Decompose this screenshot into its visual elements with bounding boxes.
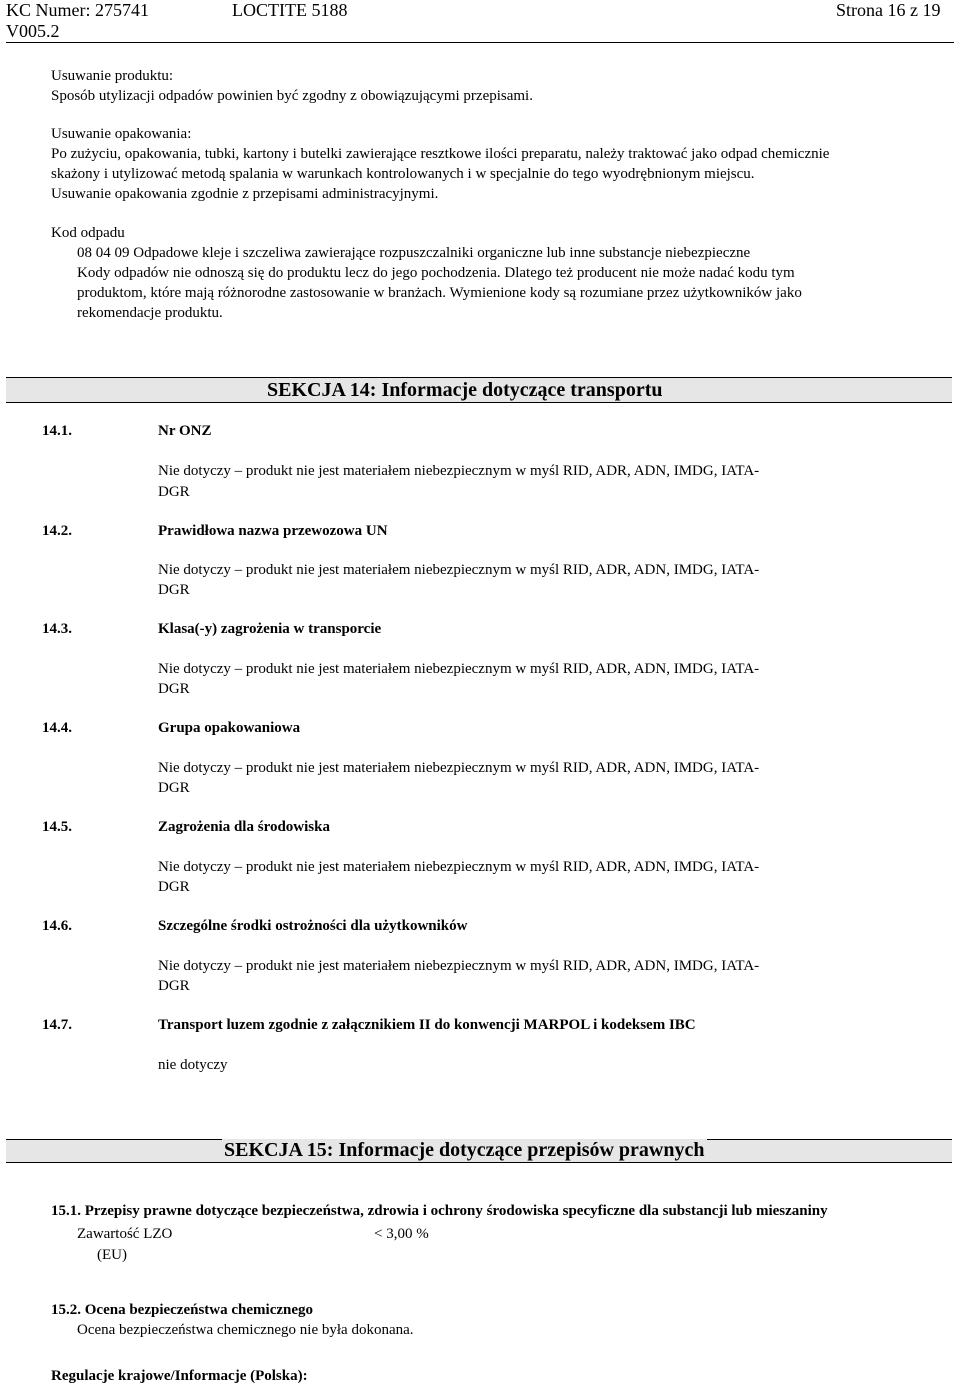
transport-item-number: 14.5. <box>42 819 72 835</box>
header-kc-number: KC Numer: 275741 <box>6 0 149 20</box>
voc-content-value: < 3,00 % <box>374 1226 429 1242</box>
transport-item-label: Nr ONZ <box>158 423 212 439</box>
transport-item-value: Nie dotyczy – produkt nie jest materiałem niebezpiecznym w myśl RID, ADR, ADN, IMDG, IATA- <box>158 661 760 677</box>
transport-item-label: Grupa opakowaniowa <box>158 720 301 736</box>
transport-item-label: Prawidłowa nazwa przewozowa UN <box>158 523 388 539</box>
transport-item-number: 14.2. <box>42 523 72 539</box>
regulations-subheading: 15.1. Przepisy prawne dotyczące bezpieczeństwa, zdrowia i ochrony środowiska specyficzne dla substancji lub mieszaniny <box>51 1203 828 1219</box>
transport-item-value: DGR <box>158 780 190 796</box>
header-version: V005.2 <box>6 21 60 41</box>
transport-item-value: DGR <box>158 978 190 994</box>
header-divider <box>6 42 954 43</box>
packaging-disposal-heading: Usuwanie opakowania: <box>51 126 192 142</box>
voc-content-label-eu: (EU) <box>97 1247 127 1263</box>
transport-item-label: Klasa(-y) zagrożenia w transporcie <box>158 621 382 637</box>
packaging-disposal-line: Usuwanie opakowania zgodnie z przepisami administracyjnymi. <box>51 186 439 202</box>
waste-code-line: Kody odpadów nie odnoszą się do produktu lecz do jego pochodzenia. Dlatego też producent nie może nadać kodu tym <box>77 265 795 281</box>
packaging-disposal-line: Po zużyciu, opakowania, tubki, kartony i butelki zawierające resztkowe ilości preparatu, należy traktować jako odpad chemicznie <box>51 146 830 162</box>
waste-code-line: rekomendacje produktu. <box>77 305 223 321</box>
transport-item-number: 14.6. <box>42 918 72 934</box>
transport-item-value: Nie dotyczy – produkt nie jest materiałem niebezpiecznym w myśl RID, ADR, ADN, IMDG, IATA- <box>158 760 760 776</box>
waste-code-line: 08 04 09 Odpadowe kleje i szczeliwa zawierające rozpuszczalniki organiczne lub inne substancje niebezpieczne <box>77 245 751 261</box>
waste-code-heading: Kod odpadu <box>51 225 125 241</box>
section15-title: SEKCJA 15: Informacje dotyczące przepisów prawnych <box>224 1139 705 1161</box>
transport-item-value: nie dotyczy <box>158 1057 228 1073</box>
product-disposal-heading: Usuwanie produktu: <box>51 68 174 84</box>
transport-item-value: DGR <box>158 484 190 500</box>
transport-item-label: Transport luzem zgodnie z załącznikiem II do konwencji MARPOL i kodeksem IBC <box>158 1017 696 1033</box>
transport-item-number: 14.3. <box>42 621 72 637</box>
transport-item-value: Nie dotyczy – produkt nie jest materiałem niebezpiecznym w myśl RID, ADR, ADN, IMDG, IATA- <box>158 463 760 479</box>
chemical-safety-assessment-heading: 15.2. Ocena bezpieczeństwa chemicznego <box>51 1302 314 1318</box>
transport-item-number: 14.1. <box>42 423 72 439</box>
section14-title: SEKCJA 14: Informacje dotyczące transportu <box>267 379 663 401</box>
national-regulations-heading: Regulacje krajowe/Informacje (Polska): <box>51 1368 308 1384</box>
product-disposal-text: Sposób utylizacji odpadów powinien być zgodny z obowiązującymi przepisami. <box>51 88 533 104</box>
chemical-safety-assessment-text: Ocena bezpieczeństwa chemicznego nie była dokonana. <box>77 1322 414 1338</box>
transport-item-value: DGR <box>158 681 190 697</box>
transport-item-number: 14.7. <box>42 1017 72 1033</box>
waste-code-line: produktom, które mają różnorodne zastosowanie w branżach. Wymienione kody są rozumiane przez użytkowników jako <box>77 285 802 301</box>
transport-item-label: Szczególne środki ostrożności dla użytkowników <box>158 918 468 934</box>
transport-item-value: Nie dotyczy – produkt nie jest materiałem niebezpiecznym w myśl RID, ADR, ADN, IMDG, IATA- <box>158 562 760 578</box>
header-product-name: LOCTITE 5188 <box>232 0 348 20</box>
header-page-number: Strona 16 z 19 <box>836 0 941 20</box>
transport-item-number: 14.4. <box>42 720 72 736</box>
transport-item-value: DGR <box>158 879 190 895</box>
transport-item-value: Nie dotyczy – produkt nie jest materiałem niebezpiecznym w myśl RID, ADR, ADN, IMDG, IATA- <box>158 958 760 974</box>
transport-item-label: Zagrożenia dla środowiska <box>158 819 330 835</box>
transport-item-value: DGR <box>158 582 190 598</box>
packaging-disposal-line: skażony i utylizować metodą spalania w warunkach kontrolowanych i w specjalnie do tego wyodrębnionym miejscu. <box>51 166 755 182</box>
transport-item-value: Nie dotyczy – produkt nie jest materiałem niebezpiecznym w myśl RID, ADR, ADN, IMDG, IATA- <box>158 859 760 875</box>
voc-content-label: Zawartość LZO <box>77 1226 173 1242</box>
